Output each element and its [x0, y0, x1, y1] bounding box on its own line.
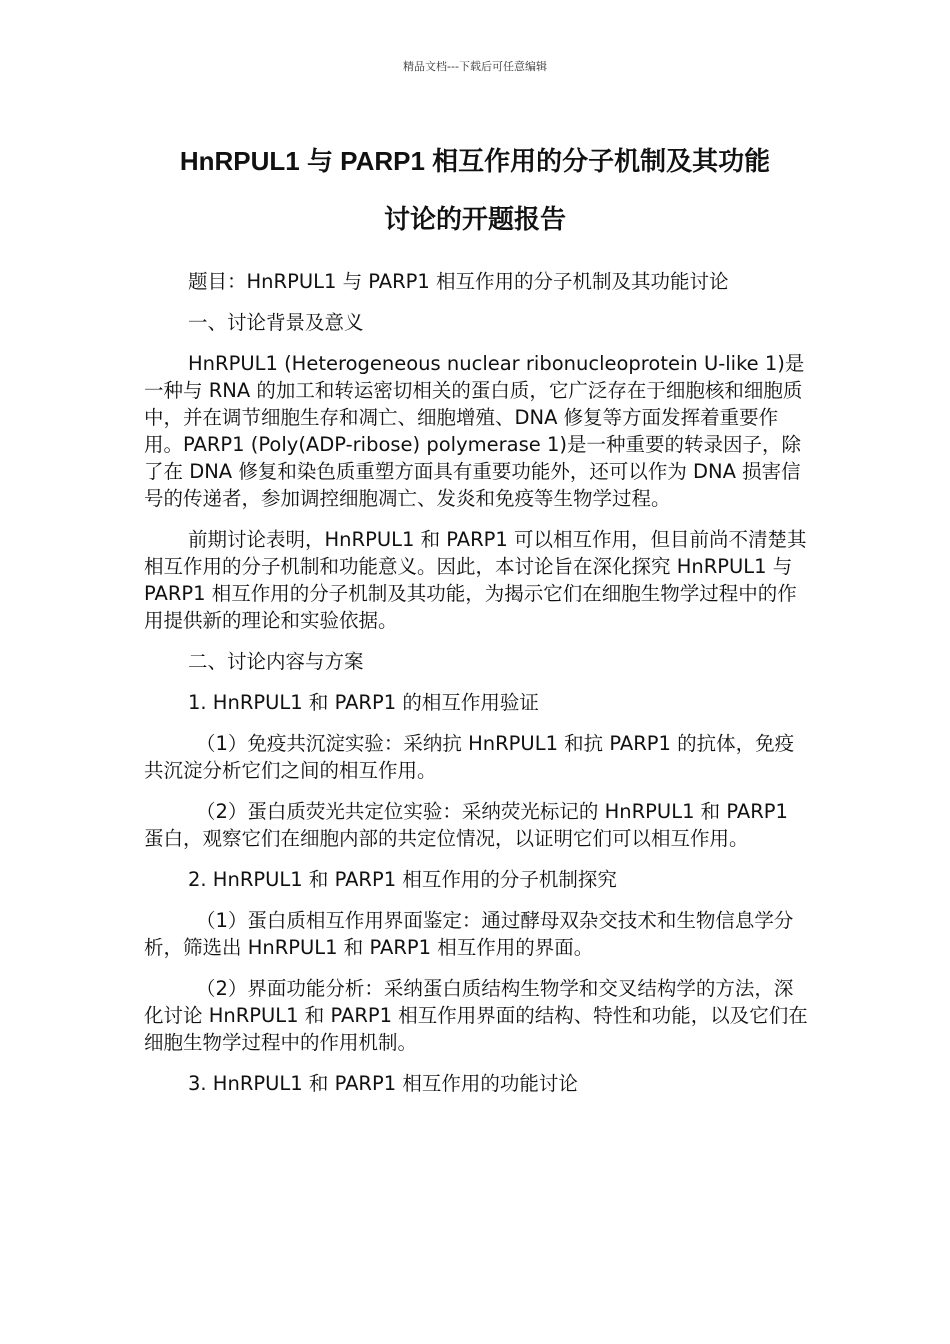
item-1-2: （2）蛋白质荧光共定位实验：采纳荧光标记的 HnRPUL1 和 PARP1 蛋白，观察它们在细胞内部的共定位情况，以证明它们可以相互作用。: [144, 800, 788, 850]
title-line-1: HnRPUL1 与 PARP1 相互作用的分子机制及其功能: [179, 146, 771, 176]
paragraph-background-1: HnRPUL1 (Heterogeneous nuclear ribonucleoprotein U-like 1)是一种与 RNA 的加工和转运密切相关的蛋白质，它广泛存在于细胞核和细胞质中，并在调节细胞生存和凋亡、细胞增殖、DNA 修复等方面发挥着重要作用。PARP1 (Poly(ADP-ribose) polymerase 1)是一种重要的转录因子，除了在 DNA 修复和染色质重塑方面具有重要功能外，还可以作为 DNA 损害信号的传递者，参加调控细胞凋亡、发炎和免疫等生物学过程。: [144, 352, 805, 510]
section-heading-background: 一、讨论背景及意义: [188, 311, 364, 334]
header-note: 精品文档---下载后可任意编辑: [403, 60, 547, 73]
topic-line: 题目：HnRPUL1 与 PARP1 相互作用的分子机制及其功能讨论: [188, 270, 729, 293]
item-2-1: （1）蛋白质相互作用界面鉴定：通过酵母双杂交技术和生物信息学分析，筛选出 HnRPUL1 和 PARP1 相互作用的界面。: [144, 909, 794, 959]
paragraph-background-2: 前期讨论表明，HnRPUL1 和 PARP1 可以相互作用，但目前尚不清楚其相互作用的分子机制和功能意义。因此，本讨论旨在深化探究 HnRPUL1 与 PARP1 相互作用的分子机制及其功能，为揭示它们在细胞生物学过程中的作用提供新的理论和实验依据。: [144, 528, 807, 632]
subheading-3: 3. HnRPUL1 和 PARP1 相互作用的功能讨论: [188, 1072, 578, 1095]
document-title: [120, 132, 830, 248]
subheading-2: 2. HnRPUL1 和 PARP1 相互作用的分子机制探究: [188, 868, 617, 891]
item-2-2: （2）界面功能分析：采纳蛋白质结构生物学和交叉结构学的方法，深化讨论 HnRPUL1 和 PARP1 相互作用界面的结构、特性和功能，以及它们在细胞生物学过程中的作用机制。: [144, 977, 808, 1054]
document-body: [144, 268, 808, 1111]
title-line-2: 讨论的开题报告: [383, 204, 566, 234]
item-1-1: （1）免疫共沉淀实验：采纳抗 HnRPUL1 和抗 PARP1 的抗体，免疫共沉淀分析它们之间的相互作用。: [144, 732, 795, 782]
subheading-1: 1. HnRPUL1 和 PARP1 的相互作用验证: [188, 691, 539, 714]
section-heading-content: 二、讨论内容与方案: [188, 650, 364, 673]
